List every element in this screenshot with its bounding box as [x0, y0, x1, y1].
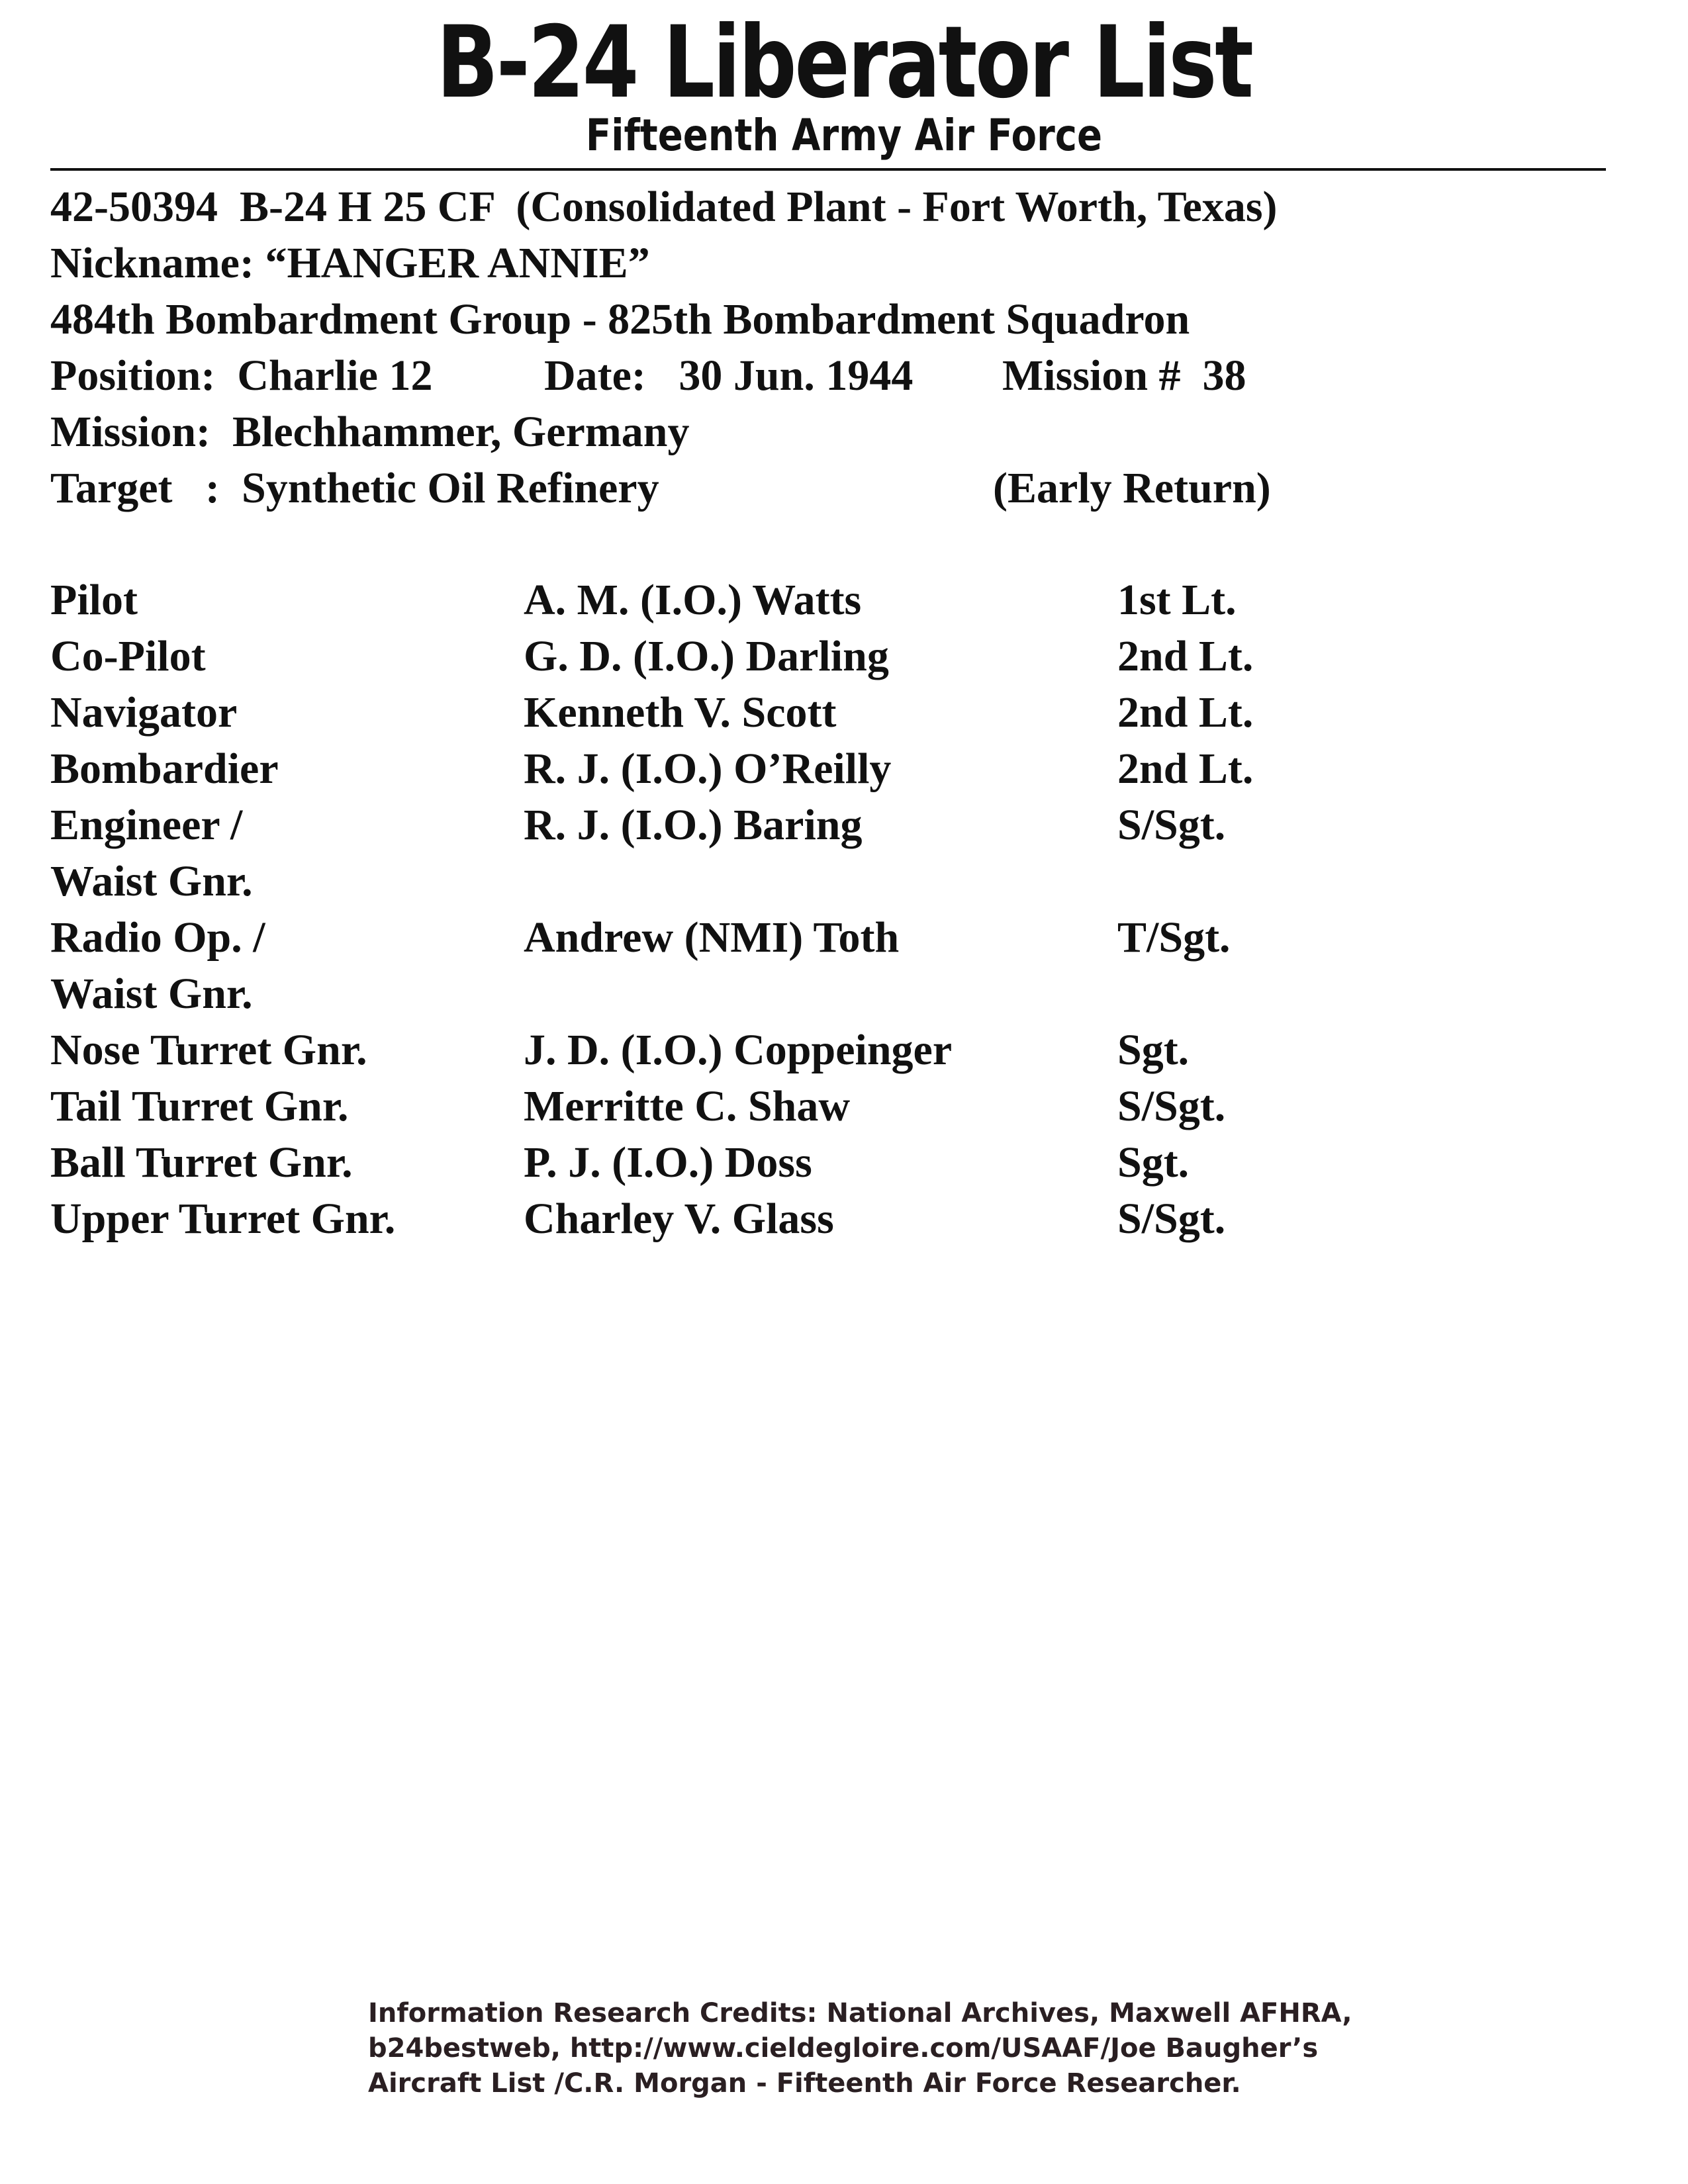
- crew-position: Navigator: [50, 688, 238, 737]
- status-label: (Early Return): [993, 464, 1271, 512]
- crew-name: Andrew (NMI) Toth: [524, 913, 900, 962]
- crew-row: [50, 684, 1639, 741]
- crew-name: Kenneth V. Scott: [524, 688, 837, 737]
- mission-number-field: Mission # 38: [1002, 351, 1246, 400]
- crew-rank: 2nd Lt.: [1117, 745, 1254, 793]
- crew-rank: Sgt.: [1117, 1138, 1190, 1187]
- crew-rank: 1st Lt.: [1117, 576, 1237, 624]
- header-divider: [50, 168, 1606, 171]
- credits-line: b24bestweb, http://www.cieldegloire.com/USAAF/Joe Baugher’s: [368, 2033, 1319, 2064]
- crew-position: Radio Op. / Waist Gnr.: [50, 913, 265, 1018]
- crew-position: Engineer / Waist Gnr.: [50, 801, 253, 905]
- crew-position: Co-Pilot: [50, 632, 206, 680]
- serial-line: 42-50394 B-24 H 25 CF (Consolidated Plant - Fort Worth, Texas): [50, 183, 1278, 231]
- crew-row: [50, 741, 1639, 797]
- crew-name: J. D. (I.O.) Coppeinger: [524, 1026, 953, 1074]
- crew-rank: S/Sgt.: [1117, 1195, 1226, 1243]
- target-field: Target : Synthetic Oil Refinery: [50, 464, 659, 512]
- crew-name: Charley V. Glass: [524, 1195, 834, 1243]
- crew-row: [50, 628, 1639, 684]
- page-title: B-24 Liberator List: [436, 5, 1252, 120]
- crew-rank: S/Sgt.: [1117, 1082, 1226, 1130]
- crew-row: [50, 909, 1639, 1022]
- crew-list: [50, 572, 1639, 1247]
- crew-name: Merritte C. Shaw: [524, 1082, 851, 1130]
- crew-position: Tail Turret Gnr.: [50, 1082, 349, 1130]
- crew-rank: 2nd Lt.: [1117, 688, 1254, 737]
- crew-row: [50, 1078, 1639, 1134]
- position-date-line: [50, 347, 1639, 404]
- crew-position: Ball Turret Gnr.: [50, 1138, 353, 1187]
- group-line: 484th Bombardment Group - 825th Bombardment Squadron: [50, 295, 1190, 343]
- research-credits: [368, 1996, 1427, 2101]
- position-field: Position: Charlie 12: [50, 351, 433, 400]
- crew-rank: 2nd Lt.: [1117, 632, 1254, 680]
- crew-rank: Sgt.: [1117, 1026, 1190, 1074]
- crew-row: [50, 797, 1639, 909]
- target-line: [50, 460, 1639, 516]
- crew-name: G. D. (I.O.) Darling: [524, 632, 889, 680]
- crew-position: Bombardier: [50, 745, 279, 793]
- crew-row: [50, 1022, 1639, 1078]
- crew-name: R. J. (I.O.) Baring: [524, 801, 863, 849]
- page-subtitle: Fifteenth Army Air Force: [585, 110, 1103, 161]
- crew-row: [50, 572, 1639, 628]
- crew-row: [50, 1134, 1639, 1191]
- date-field: Date: 30 Jun. 1944: [544, 351, 914, 400]
- crew-position: Upper Turret Gnr.: [50, 1195, 396, 1243]
- crew-position: Nose Turret Gnr.: [50, 1026, 367, 1074]
- nickname-line: Nickname: “HANGER ANNIE”: [50, 239, 650, 287]
- crew-row: [50, 1191, 1639, 1247]
- crew-rank: S/Sgt.: [1117, 801, 1226, 849]
- mission-line: Mission: Blechhammer, Germany: [50, 408, 690, 456]
- credits-line: Aircraft List /C.R. Morgan - Fifteenth Air Force Researcher.: [368, 2068, 1241, 2099]
- crew-name: R. J. (I.O.) O’Reilly: [524, 745, 892, 793]
- credits-line: Information Research Credits: National Archives, Maxwell AFHRA,: [368, 1998, 1352, 2028]
- crew-position: Pilot: [50, 576, 138, 624]
- crew-rank: T/Sgt.: [1117, 913, 1231, 962]
- crew-name: P. J. (I.O.) Doss: [524, 1138, 812, 1187]
- crew-name: A. M. (I.O.) Watts: [524, 576, 862, 624]
- aircraft-info: [50, 179, 1639, 516]
